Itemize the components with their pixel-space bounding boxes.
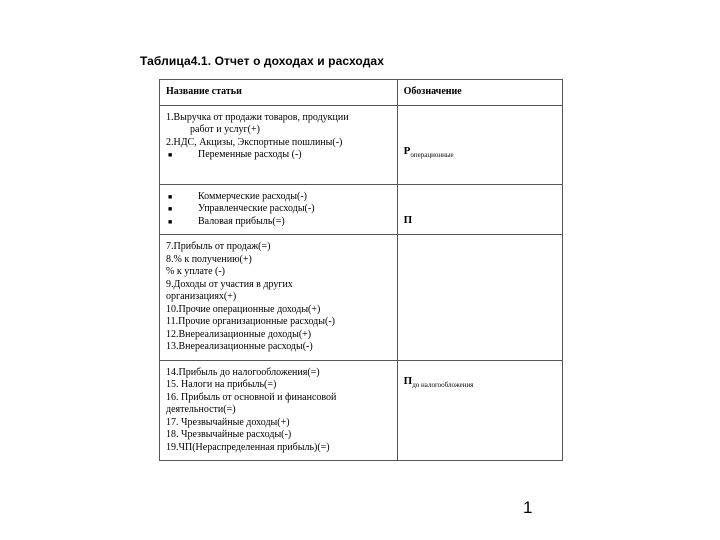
symbol-subscript: операционные <box>410 150 454 159</box>
item-name-cell <box>160 235 398 361</box>
column-header-item-name: Название статьи <box>160 80 398 106</box>
item-text: Переменные расходы (-) <box>198 149 302 160</box>
item-text: 7.Прибыль от продаж(=) <box>166 241 271 252</box>
item-text: 9.Доходы от участия в других <box>166 278 293 290</box>
item-text: 18. Чрезвычайные расходы(-) <box>166 429 292 440</box>
table-caption: Таблица4.1. Отчет о доходах и расходах <box>140 54 384 68</box>
bullet-line <box>166 191 392 204</box>
item-text: 15. Налоги на прибыль(=) <box>166 379 277 390</box>
item-text: 19.ЧП(Нераспределенная прибыль)(=) <box>166 441 330 453</box>
table-row <box>160 360 563 461</box>
income-expense-table <box>159 79 563 461</box>
designation-cell <box>397 105 562 184</box>
item-text: Валовая прибыль(=) <box>198 215 285 227</box>
table-row <box>160 235 563 361</box>
item-text: 17. Чрезвычайные доходы(+) <box>166 416 290 428</box>
item-name-cell <box>160 105 398 184</box>
item-text: 10.Прочие операционные доходы(+) <box>166 303 321 315</box>
item-text: 14.Прибыль до налогообложения(=) <box>166 366 320 378</box>
bullet-line <box>166 216 392 229</box>
item-text: 1.Выручка от продажи товаров, продукции <box>166 111 349 123</box>
bullet-icon: ■ <box>168 192 173 201</box>
table-header-row <box>160 80 563 106</box>
item-name-cell <box>160 184 398 235</box>
designation-cell <box>397 360 562 461</box>
item-text: 16. Прибыль от основной и финансовой <box>166 391 337 403</box>
designation-cell <box>397 235 562 361</box>
item-text: работ и услуг(+) <box>190 124 260 135</box>
bullet-line <box>166 149 392 162</box>
table-row <box>160 184 563 235</box>
column-header-designation: Обозначение <box>397 80 562 106</box>
designation-symbol <box>404 145 454 157</box>
bullet-icon: ■ <box>168 217 173 226</box>
symbol-main: Р <box>403 144 411 157</box>
item-text: 13.Внереализационные расходы(-) <box>166 341 313 352</box>
item-text: Управленческие расходы(-) <box>198 203 315 214</box>
item-text: 12.Внереализационные доходы(+) <box>166 328 312 340</box>
designation-symbol <box>404 214 413 226</box>
bullet-icon: ■ <box>168 151 173 159</box>
table-body <box>160 105 563 461</box>
item-text: деятельности(=) <box>166 404 236 415</box>
symbol-subscript: до налогообложения <box>412 380 474 389</box>
item-text: 2.НДС, Акцизы, Экспортные пошлины(-) <box>166 136 343 148</box>
symbol-main: П <box>403 213 413 226</box>
item-text: % к уплате (-) <box>166 266 226 277</box>
item-text: 8.% к получению(+) <box>166 253 252 265</box>
bullet-line <box>166 203 392 216</box>
table-row <box>160 105 563 184</box>
symbol-main: П <box>403 374 413 387</box>
item-name-cell <box>160 360 398 461</box>
page-number: 1 <box>523 498 533 517</box>
designation-cell <box>397 184 562 235</box>
item-text: организациях(+) <box>166 291 237 302</box>
bullet-icon: ■ <box>168 205 173 213</box>
item-text: 11.Прочие организационные расходы(-) <box>166 316 335 327</box>
designation-symbol <box>404 375 474 387</box>
item-text: Коммерческие расходы(-) <box>198 190 308 202</box>
